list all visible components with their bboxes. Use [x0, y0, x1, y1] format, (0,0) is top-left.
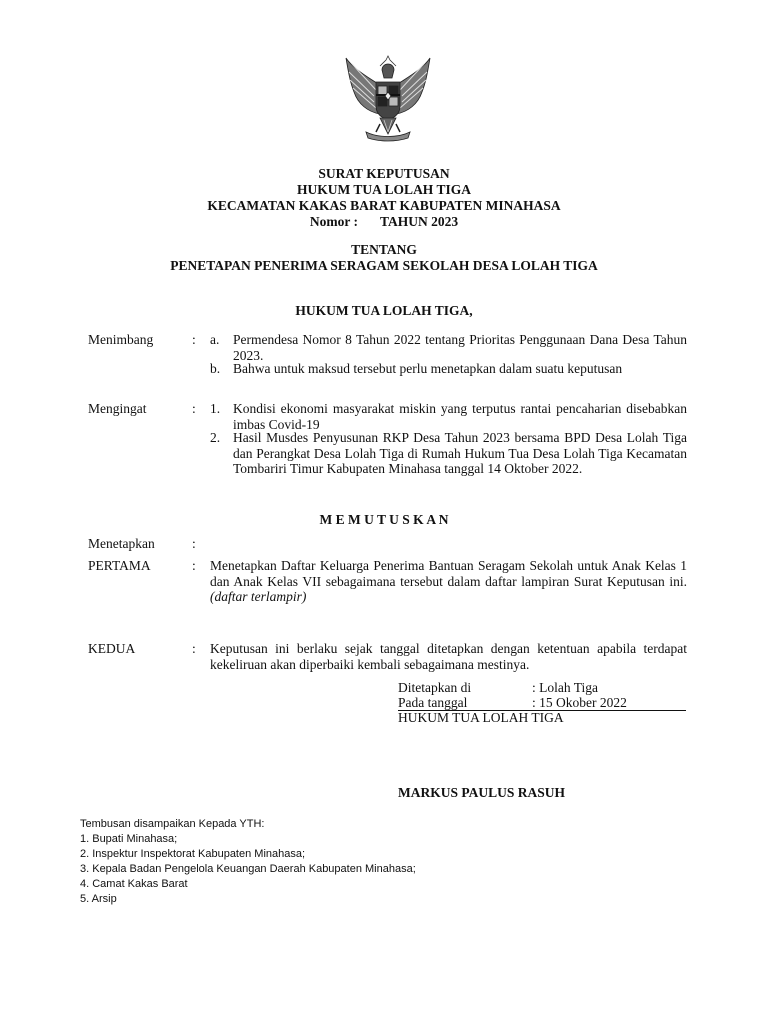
- tembusan-item-3: 3. Kepala Badan Pengelola Keuangan Daerah Kabupaten Minahasa;: [80, 863, 416, 875]
- mengingat-item-1: Kondisi ekonomi masyarakat miskin yang terputus rantai pencaharian disebabkan imbas Covid-19: [233, 401, 687, 432]
- kedua-text: Keputusan ini berlaku sejak tanggal ditetapkan dengan ketentuan apabila terdapat kekeliruan akan diperbaiki kembali sebagaimana mestinya.: [210, 641, 687, 672]
- menetapkan-colon: :: [192, 536, 196, 551]
- tentang-title: PENETAPAN PENERIMA SERAGAM SEKOLAH DESA LOLAH TIGA: [170, 258, 598, 273]
- memutuskan-heading: M E M U T U S K A N: [319, 512, 449, 527]
- tembusan-item-4: 4. Camat Kakas Barat: [80, 878, 188, 890]
- menimbang-item-b: Bahwa untuk maksud tersebut perlu menetapkan dalam suatu keputusan: [233, 361, 623, 376]
- sign-name: MARKUS PAULUS RASUH: [398, 785, 566, 800]
- menimbang-item-a: Permendesa Nomor 8 Tahun 2022 tentang Prioritas Penggunaan Dana Desa Tahun 2023.: [233, 332, 687, 363]
- decree-region: KECAMATAN KAKAS BARAT KABUPATEN MINAHASA: [207, 198, 561, 213]
- menimbang-colon: :: [192, 332, 196, 347]
- menetapkan-label: Menetapkan: [88, 536, 155, 551]
- mengingat-mark-1: 1.: [210, 401, 221, 416]
- pertama-label: PERTAMA: [88, 558, 151, 573]
- pertama-text: [210, 558, 687, 605]
- tentang-label: TENTANG: [351, 242, 417, 257]
- sign-place-value: : Lolah Tiga: [532, 680, 599, 695]
- menimbang-mark-b: b.: [210, 361, 221, 376]
- sign-date-value: : 15 Okober 2022: [532, 695, 627, 710]
- pertama-note: (daftar terlampir): [210, 589, 307, 604]
- tembusan-item-2: 2. Inspektur Inspektorat Kabupaten Minahasa;: [80, 848, 306, 860]
- mengingat-label: Mengingat: [88, 401, 147, 416]
- sign-title: HUKUM TUA LOLAH TIGA: [398, 710, 564, 725]
- issuer-heading: HUKUM TUA LOLAH TIGA,: [295, 303, 473, 318]
- sign-date-label: Pada tanggal: [398, 695, 468, 710]
- decree-subtitle: HUKUM TUA LOLAH TIGA: [297, 182, 471, 197]
- mengingat-item-2: Hasil Musdes Penyusunan RKP Desa Tahun 2023 bersama BPD Desa Lolah Tiga dan Perangkat Desa Lolah Tiga di Rumah Hukum Tua Desa Lolah Tiga Kecamatan Tombariri Timur Kabupaten Minahasa tanggal 14 Oktober 2022.: [233, 430, 687, 476]
- tembusan-item-5: 5. Arsip: [80, 893, 117, 905]
- decree-number: [0, 214, 768, 230]
- kedua-colon: :: [192, 641, 196, 656]
- mengingat-colon: :: [192, 401, 196, 416]
- garuda-emblem-icon: [340, 48, 436, 144]
- pertama-body: Menetapkan Daftar Keluarga Penerima Bantuan Seragam Sekolah untuk Anak Kelas 1 dan Anak Kelas VII sebagaimana tersebut dalam daftar lampiran Surat Keputusan ini.: [210, 558, 687, 589]
- nomor-label: Nomor :: [309, 214, 358, 229]
- sign-date-row: [398, 695, 686, 711]
- decree-title: SURAT KEPUTUSAN: [318, 166, 450, 181]
- tembusan-heading: Tembusan disampaikan Kepada YTH:: [80, 818, 265, 830]
- menimbang-mark-a: a.: [210, 332, 220, 347]
- kedua-label: KEDUA: [88, 641, 136, 656]
- pertama-colon: :: [192, 558, 196, 573]
- sign-place-label: Ditetapkan di: [398, 680, 472, 695]
- menimbang-label: Menimbang: [88, 332, 154, 347]
- nomor-value: TAHUN 2023: [379, 214, 459, 229]
- tembusan-item-1: 1. Bupati Minahasa;: [80, 833, 178, 845]
- mengingat-mark-2: 2.: [210, 430, 221, 445]
